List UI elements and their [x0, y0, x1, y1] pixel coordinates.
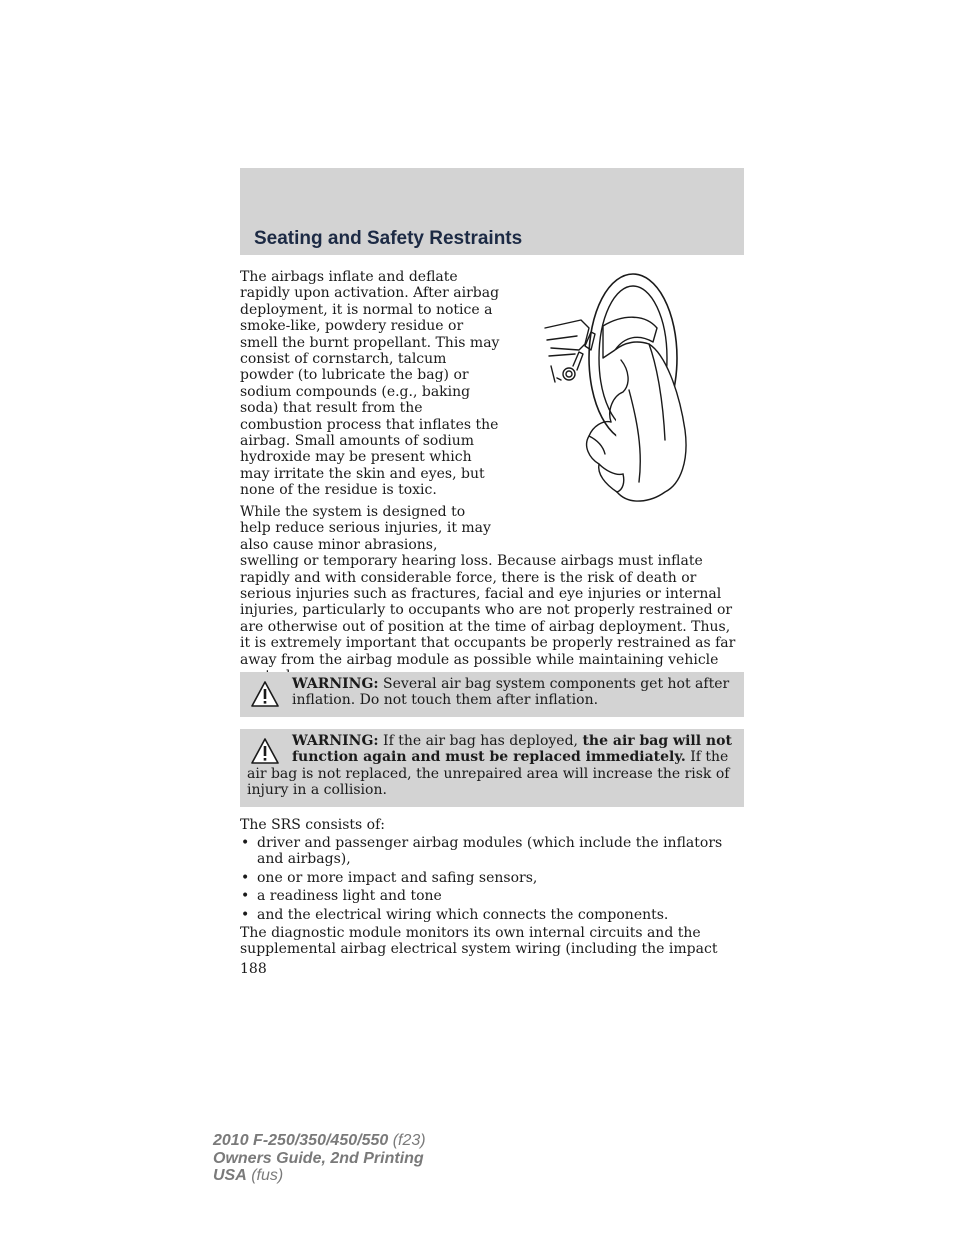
srs-intro: The SRS consists of: — [240, 817, 385, 833]
list-item: • one or more impact and safing sensors, — [241, 869, 538, 886]
diagnostic-paragraph: The diagnostic module monitors its own internal circuits and the supplemental airbag electrical system wiring (including the impact — [240, 925, 718, 958]
warning-triangle-icon — [250, 680, 280, 708]
list-item: • driver and passenger airbag modules (which include the inflators and airbags), — [241, 835, 723, 868]
warning-label: WARNING: — [292, 676, 379, 692]
section-header-band — [240, 168, 744, 255]
srs-components-list — [240, 835, 740, 925]
list-item: • and the electrical wiring which connects the components. — [241, 906, 669, 923]
illustration-float-spacer — [492, 504, 742, 537]
page-number: 188 — [240, 961, 267, 977]
warning-label: WARNING: — [292, 733, 379, 749]
list-item: • a readiness light and tone — [241, 888, 442, 905]
intro-paragraph: The airbags inflate and deflate rapidly upon activation. After airbag deployment, it is normal to notice a smoke-like, powdery residue or smell the burnt propellant. This may consist of cornstarch, talcum powder (to lubricate the bag) or sodium compounds (e.g., baking soda) that result from the combustion process that inflates the airbag. Small amounts of sodium hydroxide may be present which may irritate the skin and eyes, but none of the residue is toxic. — [240, 269, 500, 499]
warning-box-hot-components — [240, 672, 744, 717]
document-footer: 2010 F-250/350/450/550 (f23) Owners Guide, 2nd Printing USA (fus) — [213, 1132, 426, 1184]
deployment-risks-paragraph — [240, 504, 742, 684]
deployed-airbag-illustration — [533, 270, 693, 515]
section-title: Seating and Safety Restraints — [254, 228, 523, 249]
warning-text-replace-airbag: WARNING: If the air bag has deployed, the air bag will not function again and must be replaced immediately. If the air bag is not replaced, the unrepaired area will increase the risk of injury in a collision. — [247, 733, 732, 799]
warning-text-hot-components: WARNING: Several air bag system components get hot after inflation. Do not touch them after inflation. — [292, 676, 730, 709]
deployment-risks-text: While the system is designed to help reduce serious injuries, it may also cause minor abrasions, swelling or temporary hearing loss. Because airbags must inflate rapidly and with considerable force, there is the risk of death or serious injuries such as fractures, facial and eye injuries or internal injuries, particularly to occupants who are not properly restrained or are otherwise out of position at the time of airbag deployment. Thus, it is extremely important that occupants be properly restrained as far away from the airbag module as possible while maintaining vehicle — [240, 504, 736, 668]
warning-box-replace-airbag — [240, 729, 744, 807]
warning-triangle-icon — [250, 737, 280, 765]
